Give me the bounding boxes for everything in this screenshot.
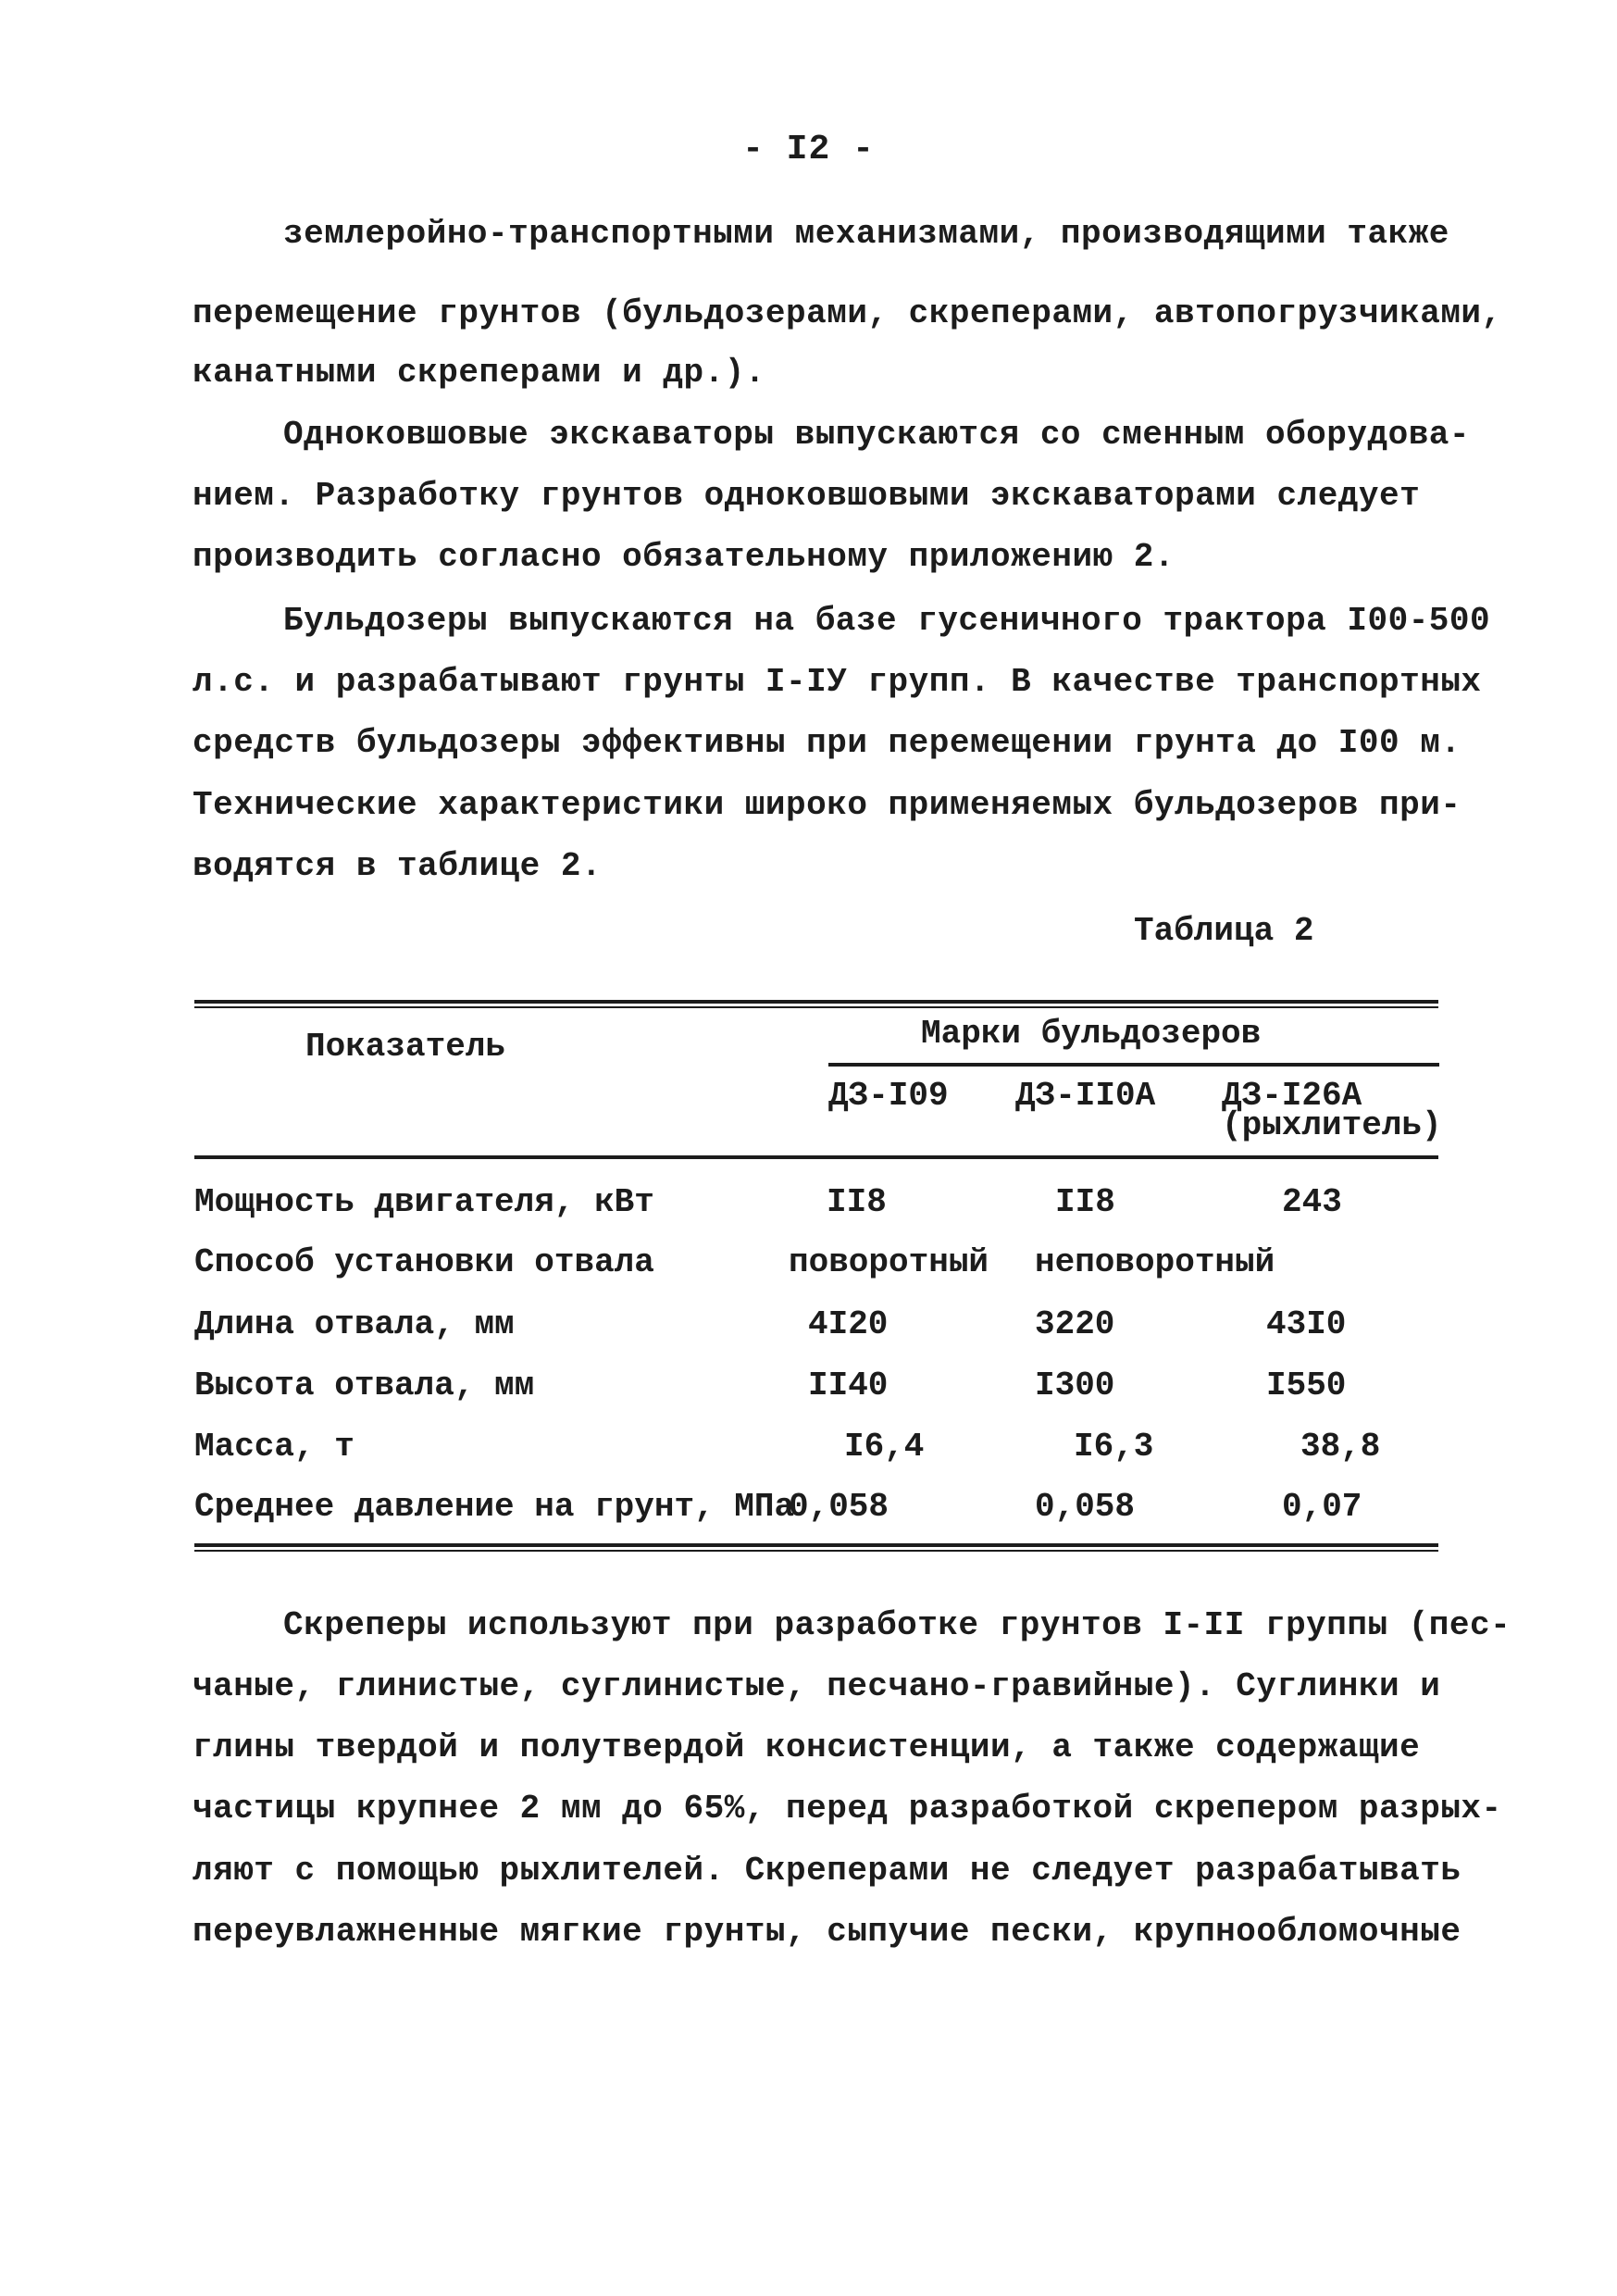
paragraph-line: Одноковшовые экскаваторы выпускаются со сменным оборудова- <box>283 416 1471 454</box>
table-top-rule-thin <box>194 1006 1438 1008</box>
table-cell: II40 <box>808 1366 889 1404</box>
table-cell: I6,3 <box>1074 1428 1154 1466</box>
paragraph-line: водятся в таблице 2. <box>193 847 603 885</box>
table-bottom-rule-thin <box>194 1550 1438 1552</box>
table-cell: 43I0 <box>1266 1305 1347 1343</box>
table-header-group: Марки бульдозеров <box>921 1015 1262 1053</box>
table-row-label: Среднее давление на грунт, МПа <box>194 1488 795 1526</box>
paragraph-line: Бульдозеры выпускаются на базе гусеничного трактора I00-500 <box>283 602 1491 640</box>
paragraph-line: чаные, глинистые, суглинистые, песчано-гравийные). Суглинки и <box>193 1667 1441 1705</box>
paragraph-line: переувлажненные мягкие грунты, сыпучие пески, крупнообломочные <box>193 1913 1462 1951</box>
paragraph-line: землеройно-транспортными механизмами, производящими также <box>283 215 1449 253</box>
paragraph-line: средств бульдозеры эффективны при перемещении грунта до I00 м. <box>193 724 1462 762</box>
paragraph-line: канатными скреперами и др.). <box>193 354 765 392</box>
table-cell: II8 <box>827 1183 887 1221</box>
paragraph-line: частицы крупнее 2 мм до 65%, перед разработкой скрепером разрых- <box>193 1790 1502 1828</box>
paragraph-line: нием. Разработку грунтов одноковшовыми экскаваторами следует <box>193 477 1421 515</box>
paragraph-line: Скреперы используют при разработке грунтов I-II группы (пес- <box>283 1606 1511 1644</box>
table-column-header-note: (рыхлитель) <box>1222 1106 1442 1144</box>
table-cell: неповоротный <box>1035 1243 1275 1281</box>
table-header-rule <box>194 1155 1438 1159</box>
table-cell: 243 <box>1282 1183 1342 1221</box>
table-row-label: Высота отвала, мм <box>194 1366 535 1404</box>
paragraph-line: ляют с помощью рыхлителей. Скреперами не следует разрабатывать <box>193 1852 1462 1890</box>
table-group-rule <box>828 1063 1439 1067</box>
table-cell: 3220 <box>1035 1305 1115 1343</box>
table-cell: поворотный <box>789 1243 989 1281</box>
table-cell: 38,8 <box>1300 1428 1381 1466</box>
table-top-rule <box>194 1000 1438 1004</box>
table-cell: 0,058 <box>789 1488 889 1526</box>
table-column-header: ДЗ-I09 <box>828 1077 949 1115</box>
table-cell: 4I20 <box>808 1305 889 1343</box>
paragraph-line: перемещение грунтов (бульдозерами, скреперами, автопогрузчиками, <box>193 294 1502 332</box>
paragraph-line: производить согласно обязательному приложению 2. <box>193 538 1175 576</box>
table-cell: 0,058 <box>1035 1488 1136 1526</box>
page-number: - I2 - <box>742 130 875 169</box>
table-cell: I300 <box>1035 1366 1115 1404</box>
table-header-indicator: Показатель <box>305 1028 506 1066</box>
table-cell: II8 <box>1055 1183 1115 1221</box>
paragraph-line: л.с. и разрабатывают грунты I-IУ групп. В качестве транспортных <box>193 663 1482 701</box>
table-caption: Таблица 2 <box>1134 912 1314 950</box>
table-bottom-rule <box>194 1543 1438 1547</box>
table-row-label: Мощность двигателя, кВт <box>194 1183 654 1221</box>
table-cell: I550 <box>1266 1366 1347 1404</box>
paragraph-line: глины твердой и полутвердой консистенции, а также содержащие <box>193 1728 1421 1766</box>
table-column-header: ДЗ-I26А <box>1222 1077 1362 1115</box>
table-row-label: Способ установки отвала <box>194 1243 654 1281</box>
table-row-label: Масса, т <box>194 1428 354 1466</box>
table-row-label: Длина отвала, мм <box>194 1305 515 1343</box>
table-column-header: ДЗ-II0А <box>1015 1077 1156 1115</box>
table-cell: I6,4 <box>844 1428 925 1466</box>
paragraph-line: Технические характеристики широко применяемых бульдозеров при- <box>193 786 1462 824</box>
table-cell: 0,07 <box>1282 1488 1362 1526</box>
